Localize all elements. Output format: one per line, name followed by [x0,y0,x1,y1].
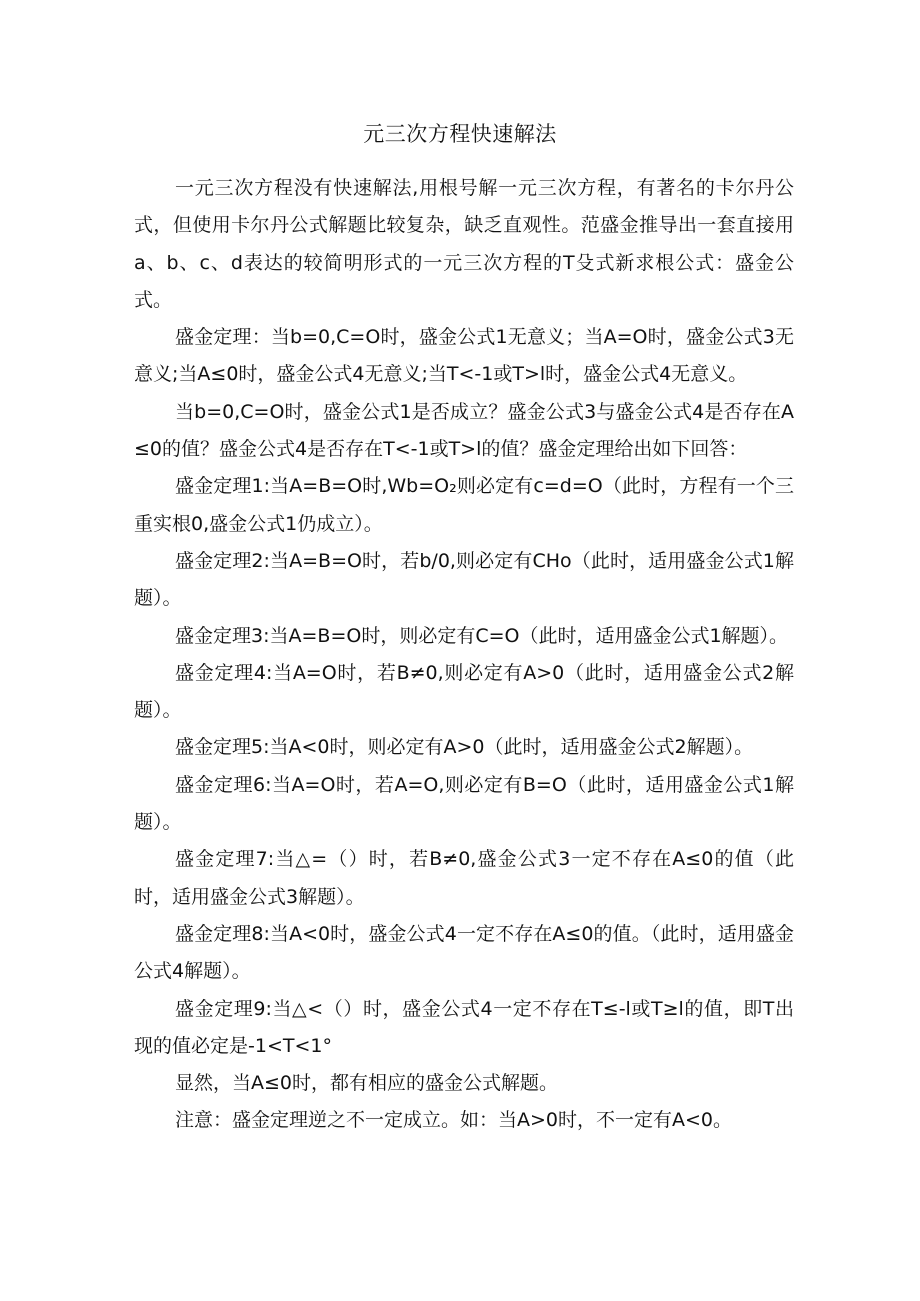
paragraph-theorem-9: 盛金定理9:当△<（）时，盛金公式4一定不存在T≤-l或T≥l的值，即T出现的值必定是-1<T<1° [134,997,794,1057]
paragraph-theorem-2: 盛金定理2:当A=B=O时，若b/0,则必定有CHo（此时，适用盛金公式1解题）。 [134,549,794,610]
paragraph-theorem-5: 盛金定理5:当A<0时，则必定有A>0（此时，适用盛金公式2解题）。 [175,736,754,759]
paragraph-theorem-overview: 盛金定理：当b=0,C=O时，盛金公式1无意义；当A=O时，盛金公式3无意义;当A≤0时，盛金公式4无意义;当T<-1或T>l时，盛金公式4无意义。 [134,326,794,386]
paragraph-theorem-7: 盛金定理7:当△=（）时，若B≠0,盛金公式3一定不存在A≤0的值（此时，适用盛金公式3解题）。 [134,848,794,908]
paragraph-theorem-8: 盛金定理8:当A<0时，盛金公式4一定不存在A≤0的值。（此时，适用盛金公式4解题）。 [134,922,794,983]
paragraph-theorem-3: 盛金定理3:当A=B=O时，则必定有C=O（此时，适用盛金公式1解题）。 [175,624,789,647]
paragraph-note: 注意：盛金定理逆之不一定成立。如：当A>0时，不一定有A<0。 [175,1109,733,1132]
paragraph-theorem-6: 盛金定理6:当A=O时，若A=O,则必定有B=O（此时，适用盛金公式1解题）。 [134,773,794,834]
document-body [134,170,794,1140]
paragraph-theorem-1: 盛金定理1:当A=B=O时,Wb=O₂则必定有c=d=O（此时，方程有一个三重实根0,盛金公式1仍成立）。 [134,475,794,535]
paragraph-conclusion: 显然，当A≤0时，都有相应的盛金公式解题。 [175,1072,559,1095]
paragraph-intro: 一元三次方程没有快速解法,用根号解一元三次方程，有著名的卡尔丹公式，但使用卡尔丹公式解题比较复杂，缺乏直观性。范盛金推导出一套直接用a、b、c、d表达的较简明形式的一元三次方程的T殳式新求根公式：盛金公式。 [134,177,794,311]
paragraph-theorem-4: 盛金定理4:当A=O时，若B≠0,则必定有A>0（此时，适用盛金公式2解题）。 [134,661,794,722]
document-title: 元三次方程快速解法 [363,122,557,146]
paragraph-questions: 当b=0,C=O时，盛金公式1是否成立？盛金公式3与盛金公式4是否存在A≤0的值？盛金公式4是否存在T<-1或T>l的值？盛金定理给出如下回答： [134,400,794,461]
